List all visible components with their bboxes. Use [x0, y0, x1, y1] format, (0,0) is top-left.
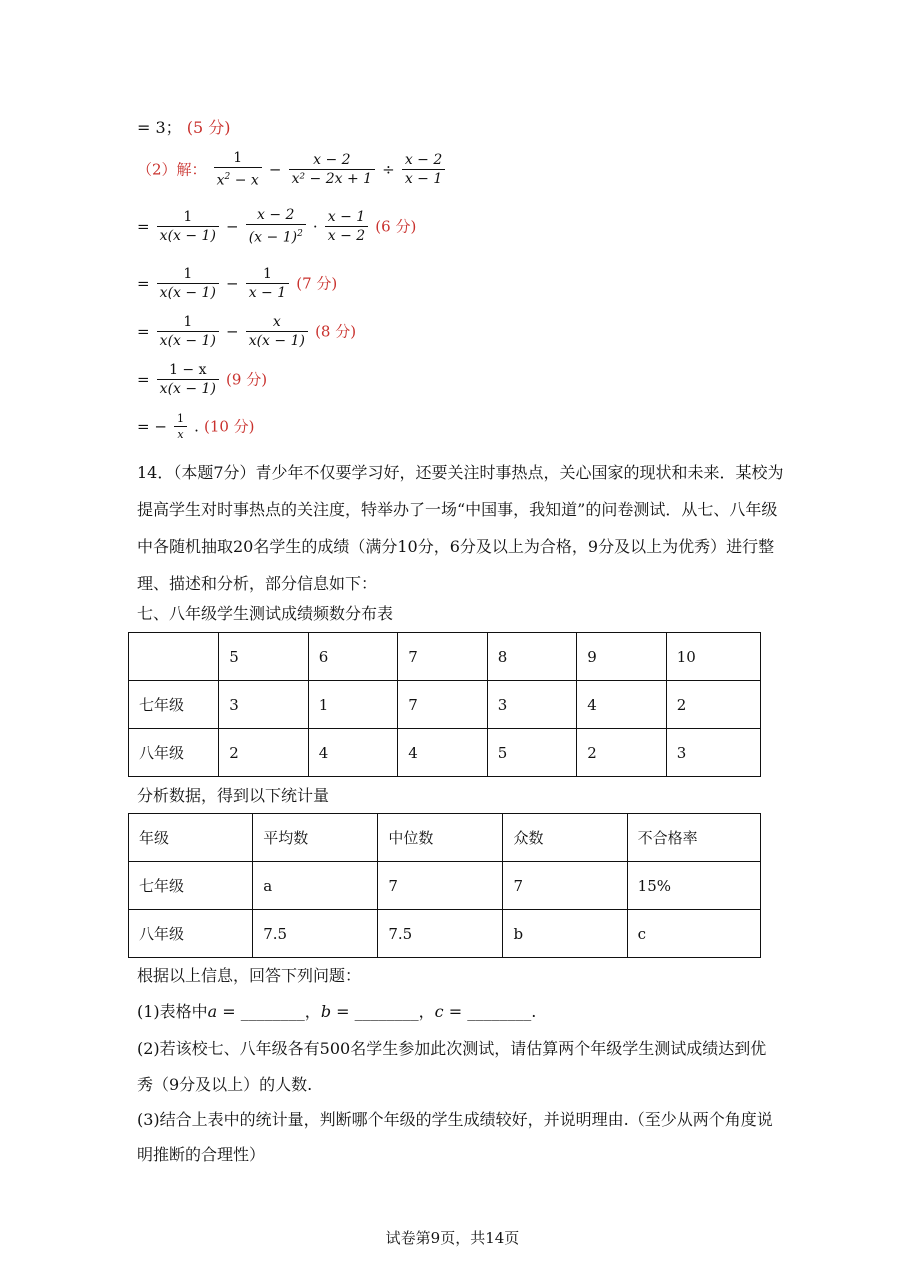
- table2-title: 分析数据，得到以下统计量: [137, 786, 330, 805]
- table-row: [129, 862, 761, 910]
- table-cell: 八年级: [129, 910, 253, 958]
- sub-question-3-line-2: 明推断的合理性）: [137, 1145, 266, 1164]
- table-cell: 2: [577, 729, 667, 777]
- table-cell: 不合格率: [627, 814, 760, 862]
- table-cell: 年级: [129, 814, 253, 862]
- fraction: $\frac{x - 2}{\text{x² − 2x + 1}}$: [289, 152, 375, 187]
- solution-line-4: = $\frac{1}{x(x - 1)}$ − $\frac{1}{x - 1}$ (7 分): [137, 266, 338, 301]
- solution-line-5: = $\frac{1}{x(x - 1)}$ − $\frac{x}{x(x - 1)}$ (8 分): [137, 314, 357, 349]
- fraction: $\frac{1}{x^2 - x}$: [214, 150, 262, 189]
- table-row: [129, 910, 761, 958]
- table-header-row: [129, 633, 761, 681]
- table-cell: 5: [487, 729, 577, 777]
- table-cell: 4: [577, 681, 667, 729]
- solution-line-2: （2）解： $\frac{1}{x^2 - x}$ − $\frac{x - 2}{\text{x² − 2x + 1}}$ ÷ $\frac{x - 2}{x - 1}$: [137, 150, 447, 189]
- table-cell: 4: [308, 729, 398, 777]
- table-cell: a: [253, 862, 378, 910]
- sub-question-2-line-1: (2)若该校七、八年级各有500名学生参加此次测试，请估算两个年级学生测试成绩达到优: [137, 1039, 767, 1058]
- table-cell: 八年级: [129, 729, 219, 777]
- table-cell: [129, 633, 219, 681]
- table-cell: 5: [219, 633, 309, 681]
- question-prompt: 根据以上信息，回答下列问题：: [137, 966, 362, 985]
- table-cell: 3: [219, 681, 309, 729]
- frequency-table: [128, 632, 761, 777]
- score-10: (10 分): [203, 417, 255, 436]
- table-cell: 2: [219, 729, 309, 777]
- table-cell: 4: [398, 729, 488, 777]
- solution-line-7: = − $\frac{1}{x}$ . (10 分): [137, 412, 255, 441]
- table-cell: 6: [308, 633, 398, 681]
- score-6: (6 分): [375, 217, 417, 236]
- fraction: $\frac{x - 2}{x - 1}$: [402, 152, 445, 187]
- table-cell: 中位数: [378, 814, 503, 862]
- table-cell: b: [503, 910, 627, 958]
- part2-label: （2）解：: [137, 160, 207, 179]
- solution-line-6: = $\frac{1 - x}{x(x - 1)}$ (9 分): [137, 362, 268, 397]
- question-14-text: 14．（本题7分）青少年不仅要学习好，还要关注时事热点，关心国家的现状和未来．某校为提高学生对时事热点的关注度，特举办了一场“中国事，我知道”的问卷测试．从七、八年级中各随机抽取20名学生的成绩（满分10分，6分及以上为合格，9分及以上为优秀）进行整理、描述和分析，部分信息如下：: [137, 463, 784, 593]
- table-cell: 3: [666, 729, 760, 777]
- solution-line-3: = $\frac{1}{x(x - 1)}$ − $\frac{x - 2}{(x - 1)^2}$ · $\frac{x - 1}{x - 2}$ (6 分): [137, 207, 417, 246]
- table-cell: 10: [666, 633, 760, 681]
- table-cell: 平均数: [253, 814, 378, 862]
- table-cell: 2: [666, 681, 760, 729]
- table1-title: 七、八年级学生测试成绩频数分布表: [137, 604, 394, 623]
- table-cell: 9: [577, 633, 667, 681]
- table-row: [129, 729, 761, 777]
- table-cell: 7: [503, 862, 627, 910]
- table-row: [129, 681, 761, 729]
- table-cell: 7.5: [378, 910, 503, 958]
- table-cell: 7: [398, 681, 488, 729]
- table-cell: c: [627, 910, 760, 958]
- sub-question-1: (1)表格中a = ________，b = ________，c = ________.: [137, 1002, 537, 1021]
- table-cell: 7: [378, 862, 503, 910]
- score-9: (9 分): [226, 370, 268, 389]
- sub-question-3-line-1: (3)结合上表中的统计量，判断哪个年级的学生成绩较好，并说明理由.（至少从两个角度说: [137, 1110, 773, 1129]
- table-cell: 1: [308, 681, 398, 729]
- score-8: (8 分): [315, 322, 357, 341]
- table-cell: 8: [487, 633, 577, 681]
- table-cell: 七年级: [129, 862, 253, 910]
- sub-question-2-line-2: 秀（9分及以上）的人数.: [137, 1075, 313, 1094]
- solution-line-1: = 3； (5 分): [137, 118, 231, 137]
- page-footer: 试卷第9页，共14页: [385, 1229, 520, 1247]
- table-header-row: [129, 814, 761, 862]
- table-cell: 3: [487, 681, 577, 729]
- score-5: (5 分): [186, 118, 231, 137]
- statistics-table: [128, 813, 761, 958]
- score-7: (7 分): [296, 274, 338, 293]
- table-cell: 15%: [627, 862, 760, 910]
- table-cell: 7.5: [253, 910, 378, 958]
- table-cell: 七年级: [129, 681, 219, 729]
- table-cell: 7: [398, 633, 488, 681]
- table-cell: 众数: [503, 814, 627, 862]
